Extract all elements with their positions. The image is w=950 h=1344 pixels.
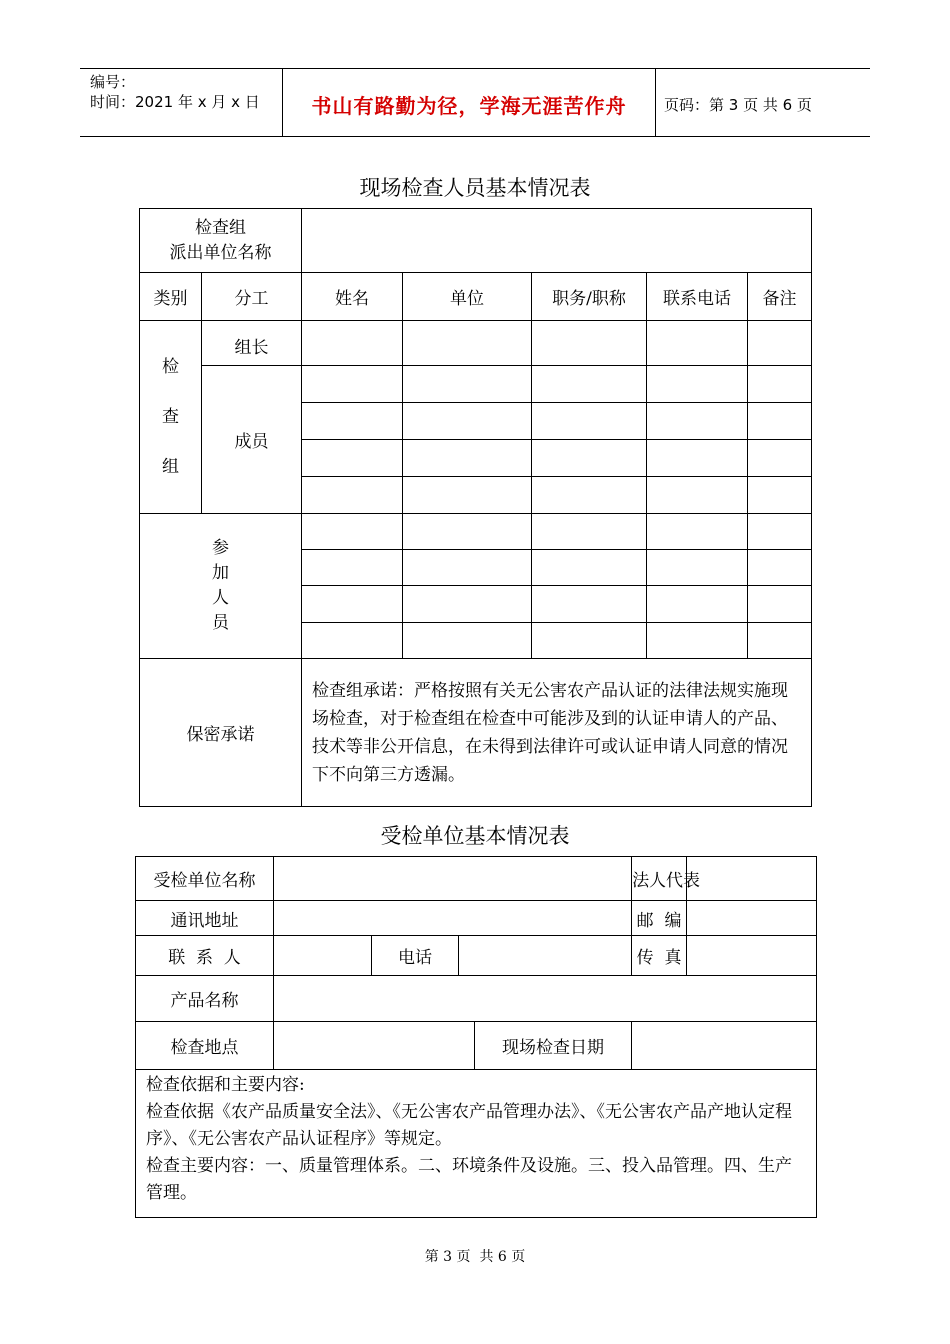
table-cell[interactable] <box>748 321 812 366</box>
table-cell[interactable] <box>403 321 532 366</box>
column-header: 联系电话 <box>647 273 748 321</box>
table-cell[interactable] <box>403 440 532 477</box>
inspection-date-value[interactable] <box>632 1022 817 1070</box>
table-cell[interactable] <box>403 586 532 623</box>
table-cell[interactable] <box>647 403 748 440</box>
legal-rep-value[interactable] <box>687 857 817 901</box>
table-cell[interactable] <box>532 366 647 403</box>
unit-name-label: 受检单位名称 <box>136 857 274 901</box>
phone-value[interactable] <box>459 936 632 976</box>
member-role-label: 成员 <box>202 366 302 514</box>
table-cell[interactable] <box>532 440 647 477</box>
table-cell[interactable] <box>302 514 403 550</box>
participants-category <box>140 514 302 659</box>
table-cell[interactable] <box>302 403 403 440</box>
table-cell[interactable] <box>302 623 403 659</box>
table-cell[interactable] <box>302 366 403 403</box>
table-cell[interactable] <box>748 514 812 550</box>
table-cell[interactable] <box>532 403 647 440</box>
inspection-basis-cell <box>136 1070 817 1218</box>
dispatch-unit-label <box>140 209 302 273</box>
table-cell[interactable] <box>748 477 812 514</box>
contact-value[interactable] <box>274 936 372 976</box>
category-char: 参 <box>212 538 229 558</box>
inspection-date-label: 现场检查日期 <box>475 1022 632 1070</box>
fax-label: 传 真 <box>632 936 687 976</box>
postcode-value[interactable] <box>687 901 817 936</box>
unit-name-value[interactable] <box>274 857 632 901</box>
category-char: 组 <box>162 457 179 477</box>
category-char: 加 <box>212 563 229 583</box>
table-cell[interactable] <box>302 586 403 623</box>
table-cell[interactable] <box>647 586 748 623</box>
document-date-label: 时间：2021 年 x 月 x 日 <box>90 93 260 111</box>
column-header: 姓名 <box>302 273 403 321</box>
contact-label: 联 系 人 <box>136 936 274 976</box>
fax-value[interactable] <box>687 936 817 976</box>
table-cell[interactable] <box>532 623 647 659</box>
inspection-location-label: 检查地点 <box>136 1022 274 1070</box>
legal-rep-label: 法人代表 <box>632 857 687 901</box>
table-cell[interactable] <box>647 440 748 477</box>
table-cell[interactable] <box>302 477 403 514</box>
dispatch-unit-value[interactable] <box>302 209 812 273</box>
table-cell[interactable] <box>748 550 812 586</box>
inspected-unit-table <box>135 856 817 1218</box>
phone-label: 电话 <box>372 936 459 976</box>
table-cell[interactable] <box>748 403 812 440</box>
table-cell[interactable] <box>647 477 748 514</box>
table-cell[interactable] <box>403 477 532 514</box>
basis-heading: 检查依据和主要内容: <box>146 1075 305 1095</box>
table-cell[interactable] <box>748 586 812 623</box>
header-bottom-rule <box>80 136 870 137</box>
dispatch-label-line1: 检查组 <box>195 217 246 238</box>
header-top-rule <box>80 68 870 69</box>
table-cell[interactable] <box>302 321 403 366</box>
inspector-table-title: 现场检查人员基本情况表 <box>359 176 591 200</box>
inspected-unit-table-title: 受检单位基本情况表 <box>380 824 570 848</box>
table-cell[interactable] <box>532 321 647 366</box>
content-text: 检查主要内容：一、质量管理体系。二、环境条件及设施。三、投入品管理。四、生产管理。 <box>146 1156 792 1203</box>
table-cell[interactable] <box>403 550 532 586</box>
table-cell[interactable] <box>403 403 532 440</box>
page-indicator: 页码：第 3 页 共 6 页 <box>664 96 812 114</box>
table-cell[interactable] <box>403 623 532 659</box>
product-name-value[interactable] <box>274 976 817 1022</box>
table-cell[interactable] <box>647 366 748 403</box>
address-value[interactable] <box>274 901 632 936</box>
table-cell[interactable] <box>532 550 647 586</box>
table-cell[interactable] <box>532 477 647 514</box>
page-footer: 第 3 页 共 6 页 <box>424 1249 526 1265</box>
leader-role-label: 组长 <box>202 321 302 366</box>
inspector-info-table <box>139 208 812 807</box>
category-char: 查 <box>162 407 179 427</box>
column-header: 分工 <box>202 273 302 321</box>
document-number-label: 编号： <box>90 73 136 91</box>
table-cell[interactable] <box>403 366 532 403</box>
postcode-label: 邮 编 <box>632 901 687 936</box>
column-header: 备注 <box>748 273 812 321</box>
table-cell[interactable] <box>748 440 812 477</box>
table-cell[interactable] <box>647 550 748 586</box>
table-cell[interactable] <box>647 514 748 550</box>
column-header: 单位 <box>403 273 532 321</box>
confidentiality-label: 保密承诺 <box>140 659 302 807</box>
table-cell[interactable] <box>748 623 812 659</box>
address-label: 通讯地址 <box>136 901 274 936</box>
table-cell[interactable] <box>302 550 403 586</box>
category-char: 人 <box>212 588 229 608</box>
table-cell[interactable] <box>647 623 748 659</box>
table-cell[interactable] <box>403 514 532 550</box>
confidentiality-commitment-text: 检查组承诺：严格按照有关无公害农产品认证的法律法规实施现场检查，对于检查组在检查中可能涉及到的认证申请人的产品、技术等非公开信息，在未得到法律许可或认证申请人同意的情况下不向第三方透漏。 <box>302 659 812 807</box>
column-header: 类别 <box>140 273 202 321</box>
basis-text: 检查依据《农产品质量安全法》、《无公害农产品管理办法》、《无公害农产品产地认定程序》、《无公害农产品认证程序》等规定。 <box>146 1102 792 1149</box>
table-cell[interactable] <box>647 321 748 366</box>
table-cell[interactable] <box>532 514 647 550</box>
category-char: 员 <box>212 613 229 633</box>
category-char: 检 <box>162 357 179 377</box>
table-cell[interactable] <box>748 366 812 403</box>
header-divider <box>655 68 656 136</box>
inspection-group-category <box>140 321 202 514</box>
table-cell[interactable] <box>532 586 647 623</box>
dispatch-label-line2: 派出单位名称 <box>169 242 272 263</box>
table-cell[interactable] <box>302 440 403 477</box>
column-header: 职务/职称 <box>532 273 647 321</box>
product-name-label: 产品名称 <box>136 976 274 1022</box>
header-motto: 书山有路勤为径，学海无涯苦作舟 <box>311 94 627 118</box>
inspection-location-value[interactable] <box>274 1022 475 1070</box>
